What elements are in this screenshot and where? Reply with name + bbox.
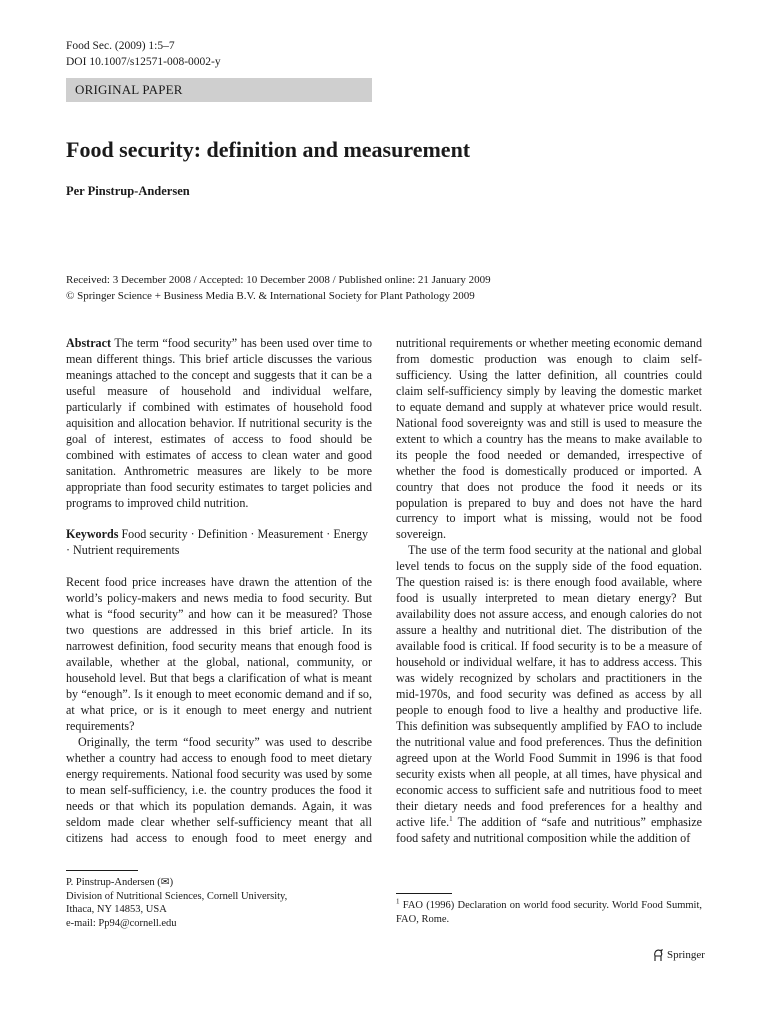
- abstract-label: Abstract: [66, 336, 112, 350]
- left-column: [66, 336, 372, 847]
- body-paragraph-3: [396, 543, 702, 846]
- journal-meta: [66, 38, 221, 70]
- footnote-divider: [66, 870, 138, 871]
- author-name: Per Pinstrup-Andersen: [66, 184, 190, 198]
- abstract: [66, 336, 372, 511]
- keywords-text: Food security · Definition · Measurement · Energy · Nutrient requirements: [66, 527, 369, 558]
- footnote-reference[interactable]: 1: [449, 814, 453, 823]
- body-paragraph-3-end: The addition of “safe and nutritious” emphasize food safety and nutritional composition while the addition of: [396, 814, 702, 845]
- doi: DOI 10.1007/s12571-008-0002-y: [66, 56, 221, 68]
- address: Ithaca, NY 14853, USA: [66, 904, 167, 915]
- paper-type-banner: ORIGINAL PAPER: [66, 78, 372, 102]
- footnote: [396, 899, 702, 926]
- publication-history: [66, 273, 491, 304]
- corresponding-author: P. Pinstrup-Andersen (✉): [66, 877, 174, 888]
- body-paragraph-2-continued: nutritional requirements or whether meeting economic demand from domestic production was enough to claim self-sufficiency. Using the latter definition, all countries could claim self-sufficiency simply by leaving the domestic market to equate demand and supply at whatever price would result. National food sovereignty was and still is used to measure the extent to which a country has the means to make available to its people the food needed or demanded, irrespective of whether the food is domestically produced or imported. A country that does not produce the food it needs or its population is prepared to buy and does not have the hard currency to import what is missing, would not be food sovereign.: [396, 336, 702, 542]
- dates-line: Received: 3 December 2008 / Accepted: 10 December 2008 / Published online: 21 January 2009: [66, 274, 491, 286]
- affiliation: Division of Nutritional Sciences, Cornell University,: [66, 890, 288, 902]
- keywords: [66, 527, 372, 559]
- email[interactable]: e-mail: Pp94@cornell.edu: [66, 917, 177, 929]
- body-paragraph-3-text: The use of the term food security at the national and global level tends to focus on the supply side of the food equation. The question raised is: is there enough food available, where food is usually interpreted to mean dietary energy? But availability does not assure access, and enough calories do not assure a healthy and nutritional diet. The distribution of the available food is critical. If food security is to be a measure of household or individual welfare, it has to address access. This was widely recognized by scholars and practitioners in the mid-1970s, and food security was defined as access by all people to enough food to live a healthy and productive life. This definition was subsequently amplified by FAO to include the nutritional value and food preferences. Thus the definition agreed upon at the World Food Summit in 1996 is that food security exists when all people, at all times, have physical and economic access to sufficient safe and nutritious food to meet their dietary needs and food preferences for a healthy and active life.: [396, 543, 702, 829]
- journal-citation: Food Sec. (2009) 1:5–7: [66, 40, 175, 52]
- abstract-text: The term “food security” has been used over time to mean different things. This brief article discusses the various meanings attached to the concept and suggests that it can be a useful measure of household and individual welfare, particularly if combined with estimates of household food aquisition and allocation behavior. If nutritional security is the goal of interest, estimates of access to food should be combined with estimates of access to clean water and good sanitation. Anthrometric measures are likely to be more appropriate than food security estimates to target policies and programs to improved child nutrition.: [66, 336, 372, 510]
- footnote-divider-right: [396, 893, 452, 894]
- copyright-line: © Springer Science + Business Media B.V. & International Society for Plant Pathology 2009: [66, 289, 475, 302]
- publisher-logo: [652, 948, 705, 962]
- correspondence: [66, 876, 287, 930]
- body-paragraph-2: Originally, the term “food security” was used to describe whether a country had access to enough food to meet dietary energy requirements. National food security was used by some to mean self-sufficiency, i.e. the country produces the food it needs or that which its population demands. Again, it was seldom made clear whether self-sufficiency meant that all citizens had access to enough food to meet energy and: [66, 734, 372, 845]
- springer-horse-icon: [652, 949, 664, 962]
- footnote-text: FAO (1996) Declaration on world food security. World Food Summit, FAO, Rome.: [396, 900, 702, 925]
- right-column: [396, 336, 702, 847]
- body-paragraph-1: Recent food price increases have drawn the attention of the world’s policy-makers and news media to food security. But what is “food security” and how can it be measured? Those two questions are addressed in this brief article. In its narrowest definition, food security means that enough food is available, whether at the global, national, community, or household level. But that begs a clarification of what is meant by “enough”. Is it enough to meet economic demand and if so, at what price, or is it enough to meet energy and nutrient requirements?: [66, 575, 372, 733]
- footnote-mark: 1: [396, 897, 400, 906]
- keywords-label: Keywords: [66, 527, 119, 542]
- paper-title: Food security: definition and measurement: [66, 137, 471, 162]
- publisher-name: Springer: [667, 949, 705, 961]
